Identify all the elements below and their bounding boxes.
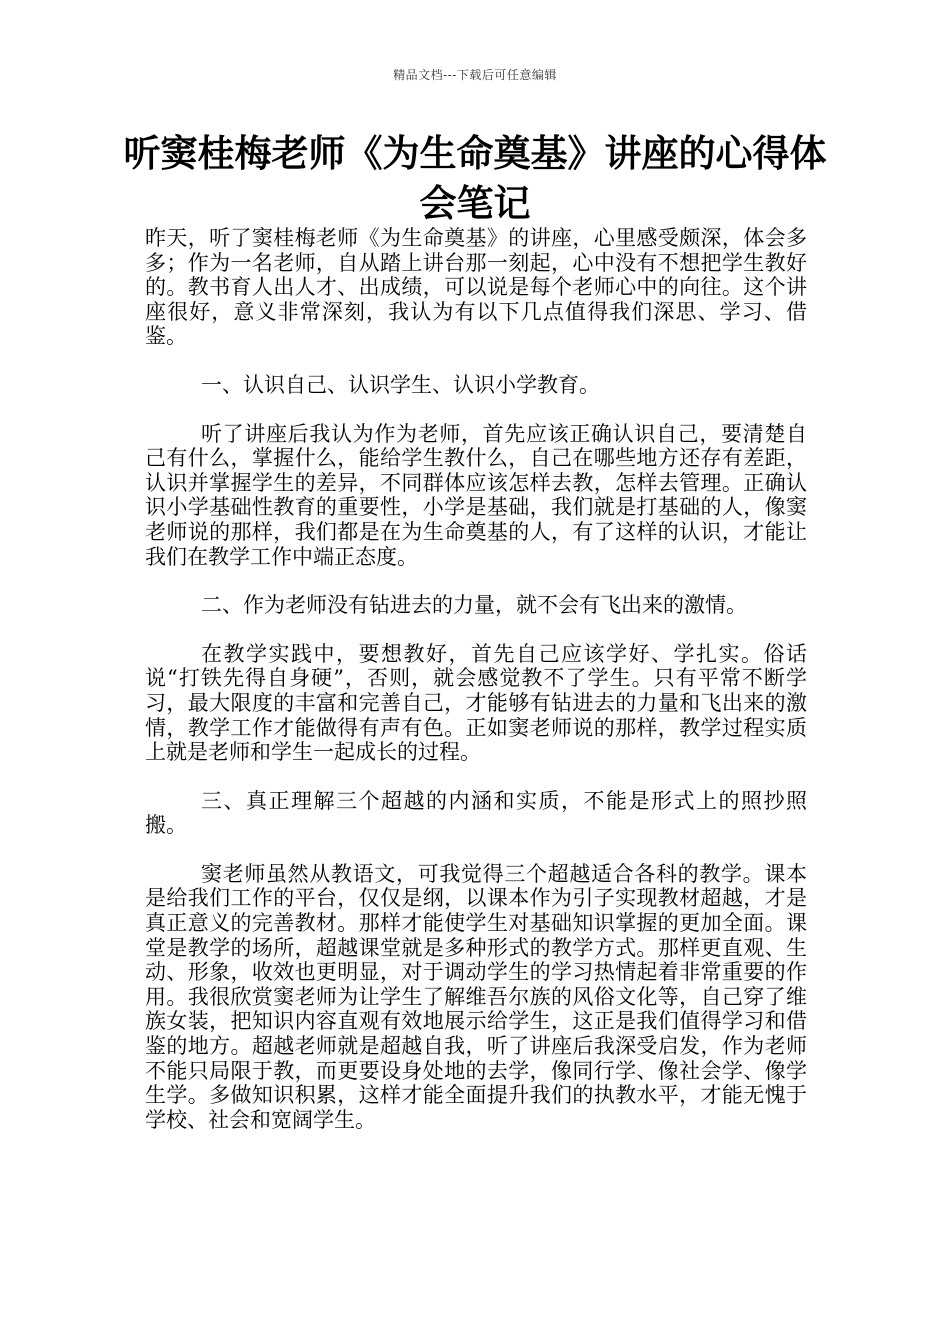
paragraph-section-1: 听了讲座后我认为作为老师，首先应该正确认识自己，要清楚自己有什么，掌握什么，能给学生教什么，自己在哪些地方还存有差距，认识并掌握学生的差异，不同群体应该怎样去教，怎样去管理。正确认识小学基础性教育的重要性，小学是基础，我们就是打基础的人，像窦老师说的那样，我们都是在为生命奠基的人，有了这样的认识，才能让我们在教学工作中端正态度。 <box>145 421 807 569</box>
section-heading-2: 二、作为老师没有钻进去的力量，就不会有飞出来的激情。 <box>201 593 747 618</box>
paragraph-section-2: 在教学实践中，要想教好，首先自己应该学好、学扎实。俗话说“打铁先得自身硬”，否则，就会感觉教不了学生。只有平常不断学习，最大限度的丰富和完善自己，才能够有钻进去的力量和飞出来的激情，教学工作才能做得有声有色。正如窦老师说的那样，教学过程实质上就是老师和学生一起成长的过程。 <box>145 641 807 765</box>
header-note: 精品文档---下载后可任意编辑 <box>393 68 557 82</box>
paragraph-intro: 昨天，听了窦桂梅老师《为生命奠基》的讲座，心里感受颇深，体会多多；作为一名老师，自从踏上讲台那一刻起，心中没有不想把学生教好的。教书育人出人才、出成绩，可以说是每个老师心中的向往。这个讲座很好，意义非常深刻，我认为有以下几点值得我们深思、学习、借鉴。 <box>145 226 807 349</box>
document-body <box>145 226 807 1132</box>
document-title: 听窦桂梅老师《为生命奠基》讲座的心得体会笔记 <box>123 131 827 225</box>
section-heading-3: 三、真正理解三个超越的内涵和实质，不能是形式上的照抄照搬。 <box>145 788 807 838</box>
paragraph-section-3: 窦老师虽然从教语文，可我觉得三个超越适合各科的教学。课本是给我们工作的平台，仅仅是纲，以课本作为引子实现教材超越，才是真正意义的完善教材。那样才能使学生对基础知识掌握的更加全面。课堂是教学的场所，超越课堂就是多种形式的教学方式。那样更直观、生动、形象，收效也更明显，对于调动学生的学习热情起着非常重要的作用。我很欣赏窦老师为让学生了解维吾尔族的风俗文化等，自己穿了维族女装，把知识内容直观有效地展示给学生，这正是我们值得学习和借鉴的地方。超越老师就是超越自我，听了讲座后我深受启发，作为老师不能只局限于教，而更要设身处地的去学，像同行学、像社会学、像学生学。多做知识积累，这样才能全面提升我们的执教水平，才能无愧于学校、社会和宽阔学生。 <box>145 861 807 1132</box>
section-heading-1: 一、认识自己、认识学生、认识小学教育。 <box>201 372 600 397</box>
